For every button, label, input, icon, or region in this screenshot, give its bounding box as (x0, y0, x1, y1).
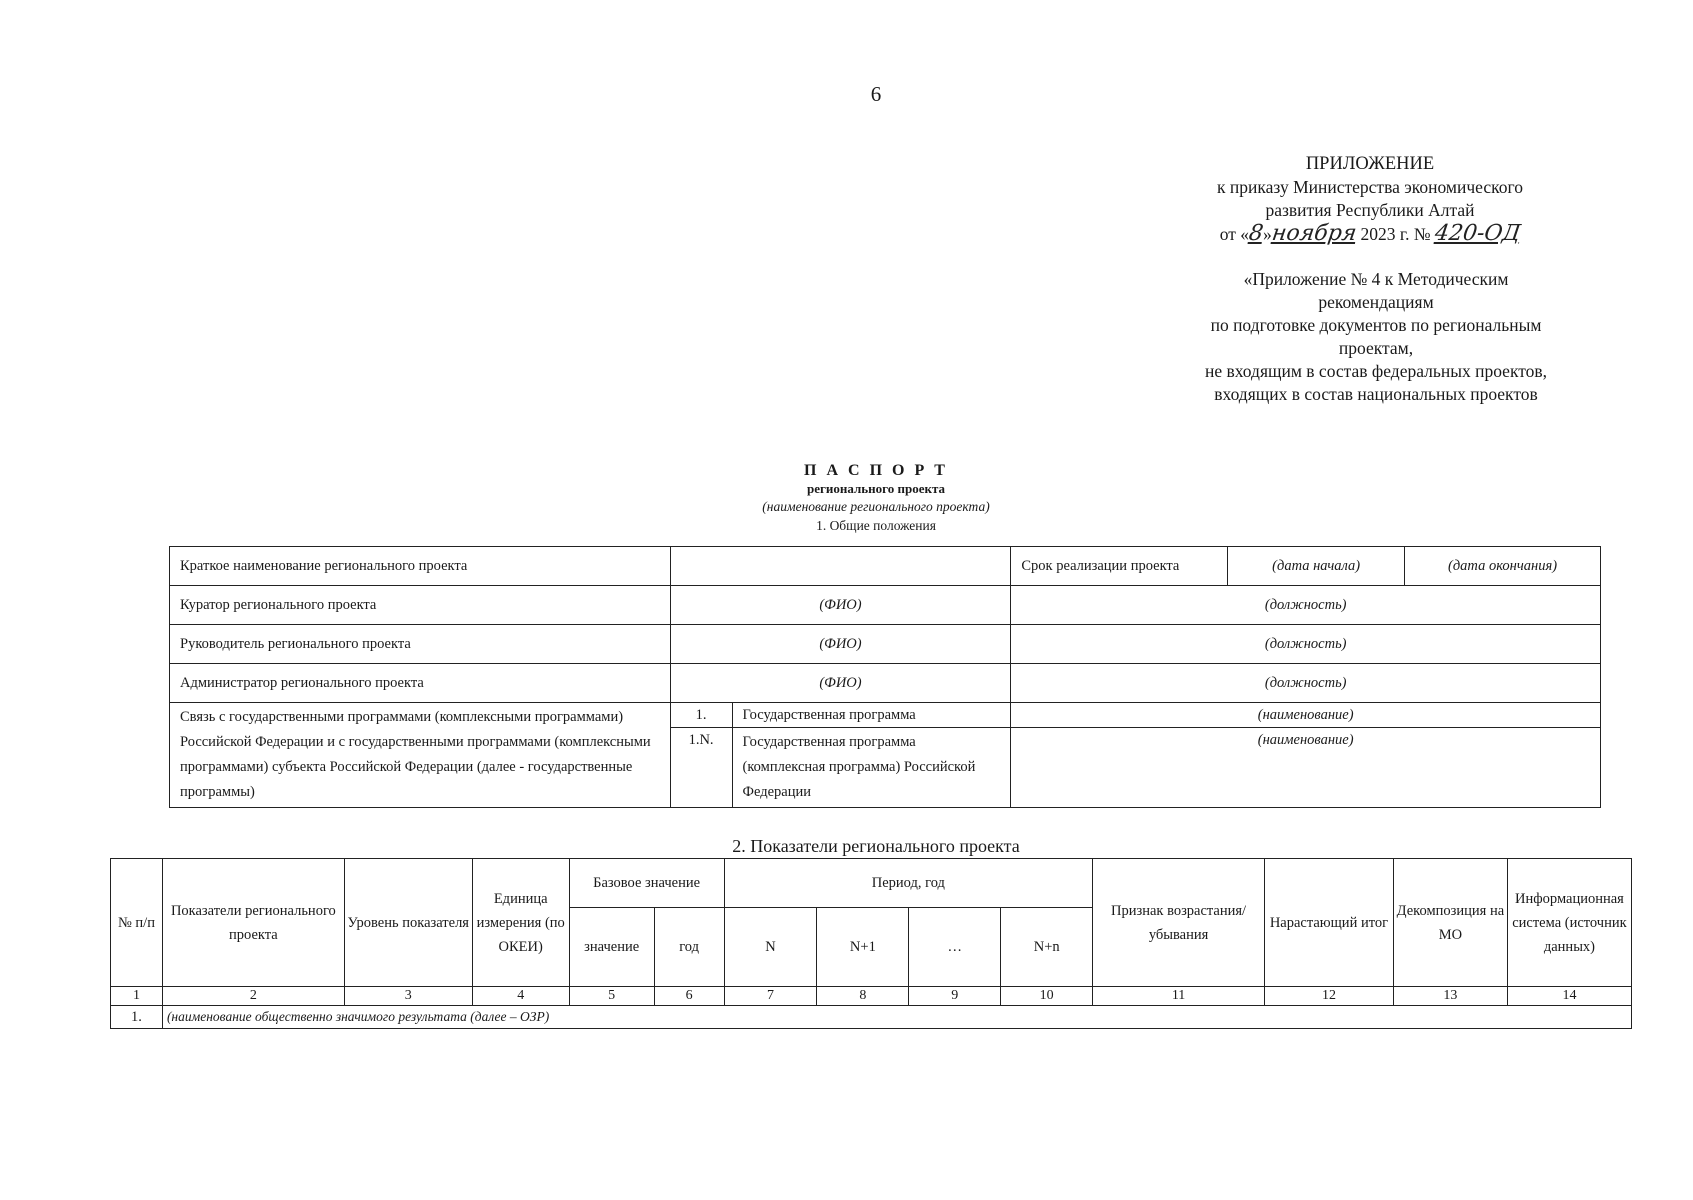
curator-fio: (ФИО) (670, 586, 1011, 625)
column-number: 4 (472, 987, 569, 1006)
date-year: 2023 г. № (1360, 224, 1431, 244)
handwritten-order-number: 420-ОД (1433, 221, 1523, 246)
date-prefix: от « (1219, 224, 1249, 244)
programs-link-label: Связь с государственными программами (комплексными программами) Российской Федерации и с государственными программами (комплексными программами) субъекта Российской Федерации (далее - государственные программы) (170, 703, 671, 808)
col-nn-header: N+n (1001, 908, 1093, 987)
handwritten-month: ноября (1269, 221, 1358, 246)
program-text: Государственная программа (комплексная программа) Российской Федерации (732, 728, 1011, 808)
col-num-header: № п/п (111, 859, 163, 987)
program-name: (наименование) (1011, 728, 1601, 808)
section-1-title: 1. Общие положения (816, 518, 936, 533)
table-row (111, 1006, 1632, 1029)
column-number: 12 (1264, 987, 1393, 1006)
curator-position: (должность) (1011, 586, 1601, 625)
column-number: 3 (344, 987, 472, 1006)
sub-line-1: «Приложение № 4 к Методическим (1243, 269, 1509, 289)
page-number: 6 (870, 82, 882, 106)
col-sign-header: Признак возрастания/убывания (1093, 859, 1265, 987)
admin-position: (должность) (1011, 664, 1601, 703)
table-row (170, 625, 1601, 664)
appendix-date-line (1150, 222, 1590, 246)
col-base-header: Базовое значение (569, 859, 724, 908)
date-mid: » (1263, 224, 1272, 244)
short-name-value (670, 547, 1011, 586)
column-number: 6 (654, 987, 724, 1006)
column-number: 14 (1507, 987, 1631, 1006)
column-number: 1 (111, 987, 163, 1006)
passport-subtitle: регионального проекта (806, 481, 945, 496)
program-text: Государственная программа (732, 703, 1011, 728)
sub-line-2: рекомендациям (1318, 292, 1434, 312)
program-num: 1.N. (670, 728, 732, 808)
column-number: 11 (1093, 987, 1265, 1006)
methodical-appendix-note (1166, 268, 1586, 406)
indicators-table (110, 858, 1632, 1029)
general-provisions-table (169, 546, 1601, 808)
column-numbers-row (111, 987, 1632, 1006)
start-date: (дата начала) (1228, 547, 1405, 586)
column-number: 9 (909, 987, 1001, 1006)
appendix-header (1150, 153, 1590, 246)
term-label: Срок реализации проекта (1011, 547, 1228, 586)
table-row (170, 664, 1601, 703)
col-level-header: Уровень показателя (344, 859, 472, 987)
passport-heading (0, 461, 1693, 535)
col-base-year-header: год (654, 908, 724, 987)
column-number: 7 (724, 987, 817, 1006)
col-indicators-header: Показатели регионального проекта (162, 859, 344, 987)
ozr-name: (наименование общественно значимого результата (далее – ОЗР) (162, 1006, 1631, 1029)
col-n1-header: N+1 (817, 908, 909, 987)
table-row (170, 703, 1601, 728)
ozr-num: 1. (111, 1006, 163, 1029)
admin-label: Администратор регионального проекта (170, 664, 671, 703)
sub-line-4: проектам, (1338, 338, 1414, 358)
column-number: 10 (1001, 987, 1093, 1006)
passport-title: П А С П О Р Т (804, 462, 948, 479)
curator-label: Куратор регионального проекта (170, 586, 671, 625)
table-row (170, 586, 1601, 625)
head-fio: (ФИО) (670, 625, 1011, 664)
admin-fio: (ФИО) (670, 664, 1011, 703)
col-info-header: Информационная система (источник данных) (1507, 859, 1631, 987)
program-num: 1. (670, 703, 732, 728)
column-number: 2 (162, 987, 344, 1006)
col-dots-header: … (909, 908, 1001, 987)
short-name-label: Краткое наименование регионального проекта (170, 547, 671, 586)
head-position: (должность) (1011, 625, 1601, 664)
sub-line-5: не входящим в состав федеральных проектов, (1204, 361, 1548, 381)
program-name: (наименование) (1011, 703, 1601, 728)
col-unit-header: Единица измерения (по ОКЕИ) (472, 859, 569, 987)
col-decomp-header: Декомпозиция на МО (1393, 859, 1507, 987)
appendix-line-2: развития Республики Алтай (1265, 200, 1475, 220)
sub-line-6: входящих в состав национальных проектов (1214, 384, 1538, 404)
col-base-value-header: значение (569, 908, 654, 987)
col-n-header: N (724, 908, 817, 987)
handwritten-day: 8 (1247, 221, 1265, 246)
column-number: 8 (817, 987, 909, 1006)
appendix-line-1: к приказу Министерства экономического (1217, 177, 1523, 197)
table-row (170, 547, 1601, 586)
appendix-title: ПРИЛОЖЕНИЕ (1305, 154, 1435, 174)
head-label: Руководитель регионального проекта (170, 625, 671, 664)
table-header-row (111, 859, 1632, 908)
section-2-title: 2. Показатели регионального проекта (732, 836, 1020, 856)
col-cumulative-header: Нарастающий итог (1264, 859, 1393, 987)
sub-line-3: по подготовке документов по региональным (1210, 315, 1542, 335)
column-number: 5 (569, 987, 654, 1006)
project-name-placeholder: (наименование регионального проекта) (762, 499, 990, 514)
column-number: 13 (1393, 987, 1507, 1006)
end-date: (дата окончания) (1405, 547, 1601, 586)
col-period-header: Период, год (724, 859, 1093, 908)
